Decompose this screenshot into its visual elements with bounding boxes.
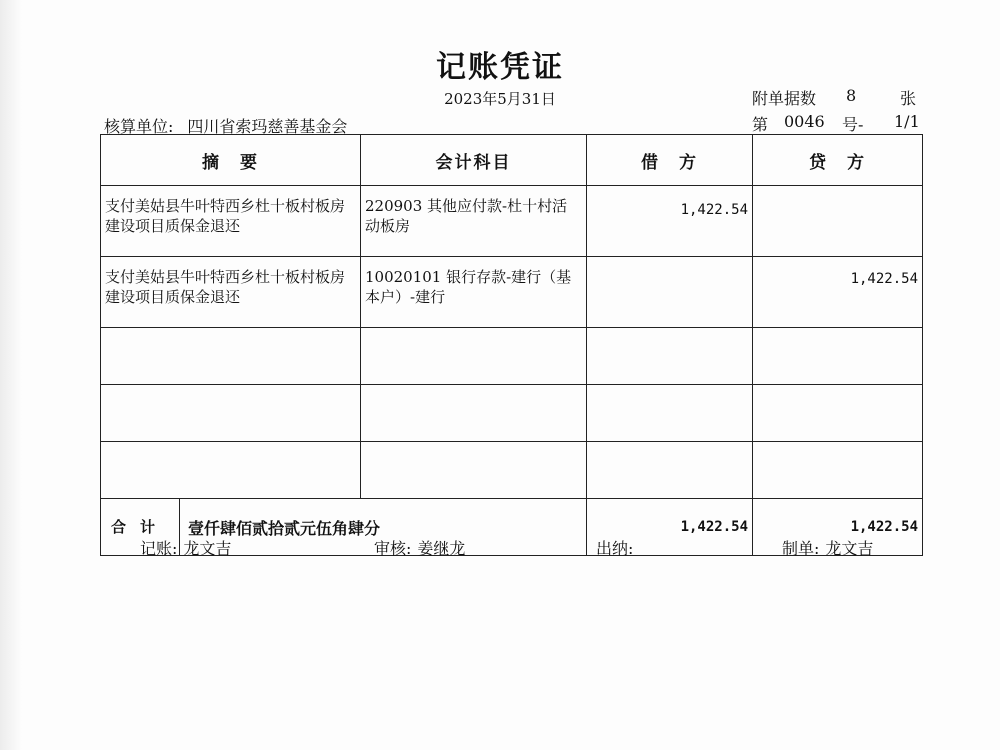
table-row: [101, 328, 923, 385]
reviewer-label: 审核:: [374, 539, 412, 558]
scan-edge-shadow: [0, 0, 22, 750]
cashier-signature: [596, 536, 639, 559]
row-summary: 支付美姑县牛叶特西乡杜十板村板房建设项目质保金退还: [101, 186, 361, 257]
header-summary: 摘 要: [101, 135, 361, 186]
row-debit: [587, 442, 753, 499]
attachment-number: 8: [846, 86, 857, 105]
row-subject: [361, 385, 587, 442]
voucher-title: 记账凭证: [436, 50, 564, 85]
row-summary: [101, 442, 361, 499]
header-credit: 贷 方: [753, 135, 923, 186]
total-label: 合计: [101, 499, 180, 555]
table-row: [101, 385, 923, 442]
attachment-label: 附单据数: [752, 89, 817, 108]
total-credit: 1,422.54: [753, 499, 923, 556]
header-debit: 借 方: [587, 135, 753, 186]
row-debit: [587, 328, 753, 385]
bookkeeper-label: 记账:: [140, 539, 178, 558]
reviewer-name: 姜继龙: [417, 539, 466, 558]
header-subject: 会计科目: [361, 135, 587, 186]
row-credit: [753, 442, 923, 499]
total-amount-words: 壹仟肆佰贰拾贰元伍角肆分: [188, 518, 381, 538]
row-credit: [753, 186, 923, 257]
row-debit: [587, 257, 753, 328]
preparer-label: 制单:: [782, 539, 820, 558]
row-credit: [753, 385, 923, 442]
voucher-table: [100, 134, 923, 556]
table-row: [101, 186, 923, 257]
voucher-number-value: 0046: [784, 112, 825, 131]
cashier-label: 出纳:: [596, 539, 634, 558]
voucher-number-suffix: 号-: [842, 115, 864, 134]
table-row: [101, 257, 923, 328]
row-debit: 1,422.54: [587, 186, 753, 257]
preparer-signature: [782, 536, 873, 559]
table-row: [101, 442, 923, 499]
voucher-date: 2023年5月31日: [444, 90, 556, 108]
voucher-number-prefix: 第: [752, 115, 769, 134]
preparer-name: 龙文吉: [825, 539, 874, 558]
row-subject: [361, 442, 587, 499]
row-debit: [587, 385, 753, 442]
row-subject: 10020101 银行存款-建行（基本户）-建行: [361, 257, 587, 328]
row-summary: 支付美姑县牛叶特西乡杜十板村板房建设项目质保金退还: [101, 257, 361, 328]
reviewer-signature: [374, 536, 465, 559]
bookkeeper-signature: [140, 536, 231, 559]
row-subject: 220903 其他应付款-杜十村活动板房: [361, 186, 587, 257]
row-subject: [361, 328, 587, 385]
voucher-page: 1/1: [894, 112, 920, 131]
row-credit: [753, 328, 923, 385]
accounting-unit-value: 四川省索玛慈善基金会: [187, 117, 348, 136]
row-summary: [101, 385, 361, 442]
accounting-unit-label: 核算单位:: [104, 117, 174, 136]
attachment-unit: 张: [900, 89, 917, 108]
total-debit: 1,422.54: [587, 499, 753, 556]
row-credit: 1,422.54: [753, 257, 923, 328]
row-summary: [101, 328, 361, 385]
table-header-row: [101, 135, 923, 186]
bookkeeper-name: 龙文吉: [183, 539, 232, 558]
